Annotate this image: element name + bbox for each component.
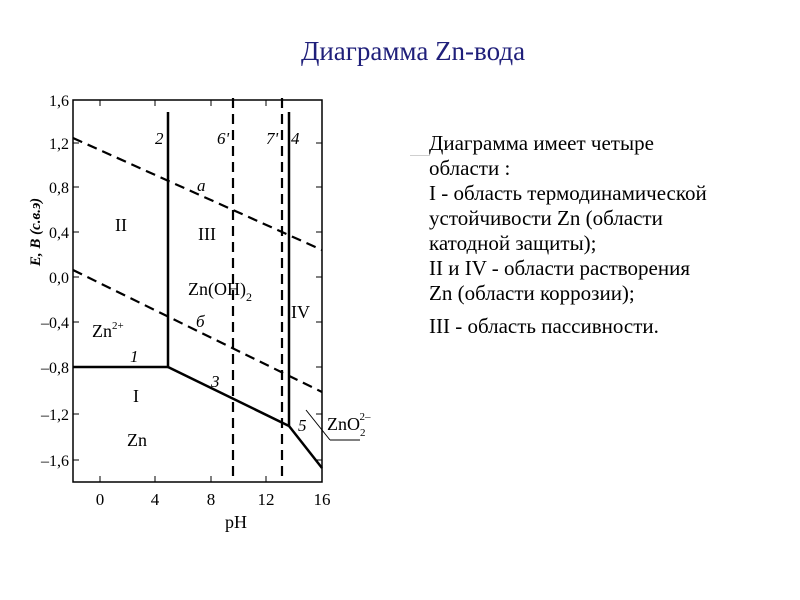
region-label-i: I	[133, 386, 139, 406]
slide-title: Диаграмма Zn-вода	[300, 36, 526, 66]
x-tick-label: 8	[206, 490, 216, 509]
description-line: III - область пассивности.	[429, 314, 659, 338]
x-axis-label: pH	[225, 512, 247, 532]
line-label: б	[196, 312, 205, 331]
y-tick-label: 0,0	[49, 270, 69, 287]
x-tick-label: 16	[313, 490, 331, 509]
y-axis-label: E, B (с.в.э)	[28, 197, 44, 267]
description-line: Zn (области коррозии);	[429, 281, 635, 305]
y-tick-label: –1,2	[41, 407, 69, 424]
line-label: 3	[211, 372, 220, 391]
description-rule	[410, 155, 430, 156]
region-label-zno2: ZnO$_2$2–	[327, 411, 371, 439]
y-tick-label: –0,8	[41, 360, 69, 377]
x-tick-label: 0	[95, 490, 105, 509]
boundary-line-3	[168, 367, 289, 426]
line-label: 4	[291, 129, 300, 148]
line-label: 7'	[266, 129, 279, 148]
region-label-znoh2: $Zn(OH)_2$	[188, 279, 252, 304]
y-tick-label: –0,4	[41, 315, 69, 332]
y-tick-label: 0,4	[49, 225, 69, 242]
region-label-zn: Zn	[127, 430, 147, 450]
line-label: a	[197, 176, 206, 195]
description-line: устойчивости Zn (области	[429, 206, 663, 230]
description-line: катодной защиты);	[429, 231, 597, 255]
region-label-ii: II	[115, 215, 127, 235]
zn-water-pourbaix-diagram	[0, 80, 400, 540]
line-label: 1	[130, 347, 139, 366]
y-tick-label: 1,2	[49, 136, 69, 153]
region-label-iv: IV	[291, 302, 310, 322]
line-label: 6'	[217, 129, 230, 148]
y-tick-label: 1,6	[49, 93, 69, 110]
region-label-iii: III	[198, 224, 216, 244]
description-line: области :	[429, 156, 511, 180]
region-label-zn2plus: $Zn^{2+}$	[92, 320, 124, 341]
y-tick-label: 0,8	[49, 180, 69, 197]
description-line: II и IV - области растворения	[429, 256, 690, 280]
x-tick-label: 12	[257, 490, 275, 509]
line-label: 2	[155, 129, 164, 148]
description-line: Диаграмма имеет четыре	[429, 131, 654, 155]
line-label: 5	[298, 416, 307, 435]
description-line: I - область термодинамической	[429, 181, 707, 205]
x-tick-label: 4	[150, 490, 160, 509]
description-text	[429, 131, 799, 339]
y-tick-label: –1,6	[41, 453, 69, 470]
